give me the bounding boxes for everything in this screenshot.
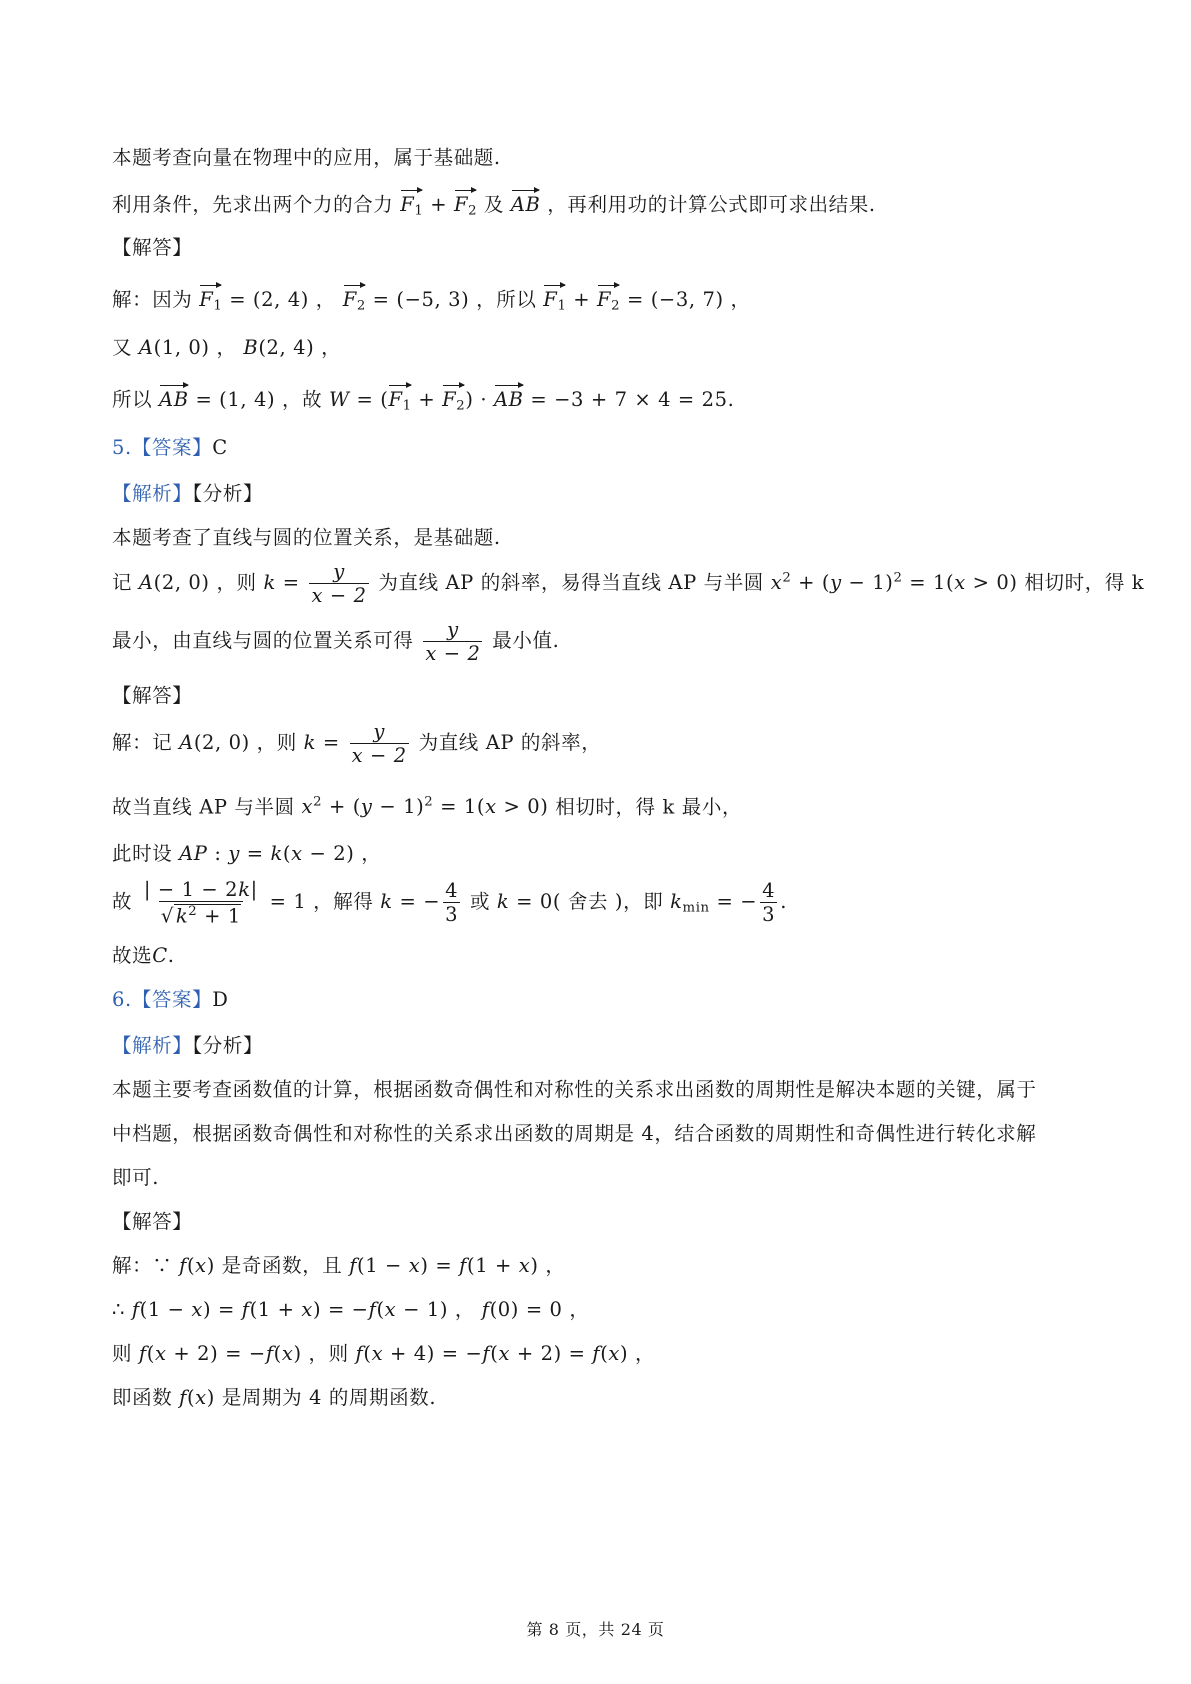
page-footer: 第 8 页，共 24 页 bbox=[526, 1620, 665, 1639]
math-expression: $F_1 + F_2 = (-3$, 7) bbox=[543, 288, 724, 314]
text-line bbox=[112, 1344, 655, 1364]
text-span: 记 bbox=[112, 571, 133, 594]
text-line bbox=[112, 388, 734, 413]
text-line bbox=[112, 1256, 565, 1276]
text-span: 解： bbox=[112, 731, 153, 754]
text-span: 则 bbox=[112, 1342, 133, 1365]
text-span: 记 bbox=[152, 731, 173, 754]
question-number: 6. bbox=[112, 988, 132, 1011]
section-heading: 【解答】 bbox=[112, 684, 193, 707]
text-span: ， bbox=[569, 1298, 590, 1321]
math-expression: ∴ f(1 − x) = f(1 + x) = −f(x − 1) bbox=[112, 1298, 449, 1321]
math-expression: f(x) bbox=[179, 1254, 215, 1277]
text-span: 故当直线 AP 与半圆 bbox=[112, 795, 295, 819]
math-expression: AP : y = k(x − 2) bbox=[179, 842, 355, 865]
text-line: 本题考查了直线与圆的位置关系，是基础题. bbox=[112, 526, 501, 549]
text-line bbox=[112, 288, 751, 313]
text-span: 为直线 AP 的斜率，易得当直线 AP 与半圆 bbox=[378, 571, 764, 594]
math-expression: f(1 − x) = f(1 + x) bbox=[349, 1254, 539, 1277]
text-line bbox=[112, 722, 601, 765]
text-line bbox=[112, 1388, 436, 1408]
analysis-label: 【解析】 bbox=[112, 1034, 193, 1057]
text-span: ，则 bbox=[216, 571, 257, 594]
math-expression: f(x + 4) = −f(x + 2) = f(x) bbox=[355, 1342, 629, 1365]
text-line bbox=[112, 1300, 589, 1320]
text-span: 所以 bbox=[112, 388, 153, 411]
text-line bbox=[112, 880, 787, 925]
math-expression: $k_{min}$ = − $\frac{4}{3}$ . bbox=[670, 879, 787, 926]
math-expression: $\frac{| - 1 - 2k|}{√ k^2 + 1}$ = 1 bbox=[143, 878, 307, 927]
answer-line bbox=[112, 990, 228, 1010]
math-expression: f(x + 2) = −f(x) bbox=[138, 1342, 302, 1365]
text-line: 故选C. bbox=[112, 944, 175, 967]
analysis-sub-label: 【分析】 bbox=[192, 1034, 264, 1057]
text-span: 相切时，得 k bbox=[1024, 571, 1145, 594]
text-span: ( 舍去 )，即 bbox=[552, 890, 664, 914]
math-expression: f(0) = 0 bbox=[481, 1298, 563, 1321]
text-span: 又 bbox=[112, 336, 133, 359]
text-line bbox=[112, 562, 1144, 605]
text-span: 是奇函数，且 bbox=[221, 1254, 343, 1277]
text-span: ， bbox=[730, 288, 751, 311]
text-span: 故选 bbox=[112, 944, 153, 967]
analysis-label: 【解析】 bbox=[112, 482, 193, 505]
text-line bbox=[112, 193, 876, 218]
question-number: 5. bbox=[112, 436, 132, 459]
math-expression: $W = (F_1 + F_2)$ · AB = −3 + 7 × 4 = 25. bbox=[329, 388, 735, 414]
text-span: ，所以 bbox=[476, 288, 537, 311]
text-span: 解：∵ bbox=[112, 1254, 180, 1277]
text-span: ，则 bbox=[308, 1342, 349, 1365]
answer-line bbox=[112, 438, 228, 458]
text-span: 此时设 bbox=[112, 842, 173, 865]
text-span: ， bbox=[361, 842, 382, 865]
text-line bbox=[112, 844, 381, 864]
answer-value: D bbox=[212, 988, 229, 1011]
math-expression: f(x) bbox=[179, 1386, 215, 1409]
analysis-sub-label: 【分析】 bbox=[192, 482, 264, 505]
math-expression: $x^2 + (y - 1)^2 = 1(x > 0)$ bbox=[301, 795, 549, 819]
text-span: 解：因为 bbox=[112, 288, 193, 311]
text-line bbox=[112, 796, 742, 817]
text-span: 是周期为 4 的周期函数. bbox=[221, 1386, 437, 1409]
text-span: ，解得 bbox=[313, 890, 374, 914]
math-expression: $F_2 = (-5$, 3) bbox=[342, 288, 470, 314]
math-expression: A(2, 0) bbox=[179, 731, 250, 754]
section-heading: 【解答】 bbox=[112, 1210, 193, 1233]
text-line: 本题主要考查函数值的计算，根据函数奇偶性和对称性的关系求出函数的周期性是解决本题的关键，属于 bbox=[112, 1078, 1037, 1101]
text-span: 为直线 AP 的斜率， bbox=[418, 731, 602, 754]
answer-value: C bbox=[212, 436, 228, 459]
text-span: ， bbox=[454, 1298, 475, 1321]
text-span: ，故 bbox=[282, 388, 323, 411]
answer-label: 【答案】 bbox=[131, 988, 213, 1011]
math-expression: B(2, 4) bbox=[243, 336, 315, 359]
math-expression: C bbox=[152, 944, 168, 967]
text-line bbox=[112, 620, 559, 663]
text-span: 或 bbox=[470, 890, 491, 914]
text-line: 中档题，根据函数奇偶性和对称性的关系求出函数的周期是 4，结合函数的周期性和奇偶性进行转化求解 bbox=[112, 1122, 1037, 1145]
math-expression: k = $\frac{y}{x - 2}$ bbox=[303, 720, 407, 767]
math-expression: $x^2 + (y - 1)^2 = 1(x > 0)$ bbox=[770, 570, 1018, 594]
text-span: 及 bbox=[483, 193, 505, 216]
text-span: ， bbox=[545, 1254, 566, 1277]
text-line: 本题考查向量在物理中的应用，属于基础题. bbox=[112, 146, 501, 169]
text-span: ， bbox=[216, 336, 237, 359]
math-expression: AB bbox=[510, 193, 541, 216]
section-heading: 【解答】 bbox=[112, 236, 193, 259]
text-span: 相切时，得 k 最小， bbox=[555, 795, 743, 819]
text-span: 故 bbox=[112, 890, 133, 914]
math-expression: A(2, 0) bbox=[138, 571, 210, 594]
text-span: ， bbox=[321, 336, 342, 359]
math-expression: k = $\frac{y}{x - 2}$ bbox=[263, 560, 367, 607]
math-expression: k = − $\frac{4}{3}$ bbox=[380, 879, 459, 926]
text-span: 利用条件，先求出两个力的合力 bbox=[112, 193, 394, 216]
math-expression: $F_1 + F_2$ bbox=[400, 193, 478, 219]
text-span: 即函数 bbox=[112, 1386, 173, 1409]
text-line: 即可. bbox=[112, 1166, 159, 1189]
math-expression: $\frac{y}{x - 2}$ bbox=[425, 618, 481, 665]
math-expression: AB = (1, 4) bbox=[159, 388, 276, 411]
analysis-heading bbox=[112, 484, 263, 504]
math-expression: A(1, 0) bbox=[138, 336, 210, 359]
text-span: ， bbox=[635, 1342, 656, 1365]
math-expression: $F_1 = (2$, 4) bbox=[199, 288, 309, 314]
analysis-heading bbox=[112, 1036, 263, 1056]
text-span: 最小，由直线与圆的位置关系可得 bbox=[112, 629, 414, 652]
text-span: ， bbox=[315, 288, 336, 311]
answer-label: 【答案】 bbox=[131, 436, 213, 459]
math-expression: k = 0 bbox=[496, 890, 553, 914]
text-span: 最小值. bbox=[492, 629, 560, 652]
text-span: ，再利用功的计算公式即可求出结果. bbox=[547, 193, 876, 216]
text-span: ，则 bbox=[256, 731, 297, 754]
text-line bbox=[112, 338, 341, 358]
